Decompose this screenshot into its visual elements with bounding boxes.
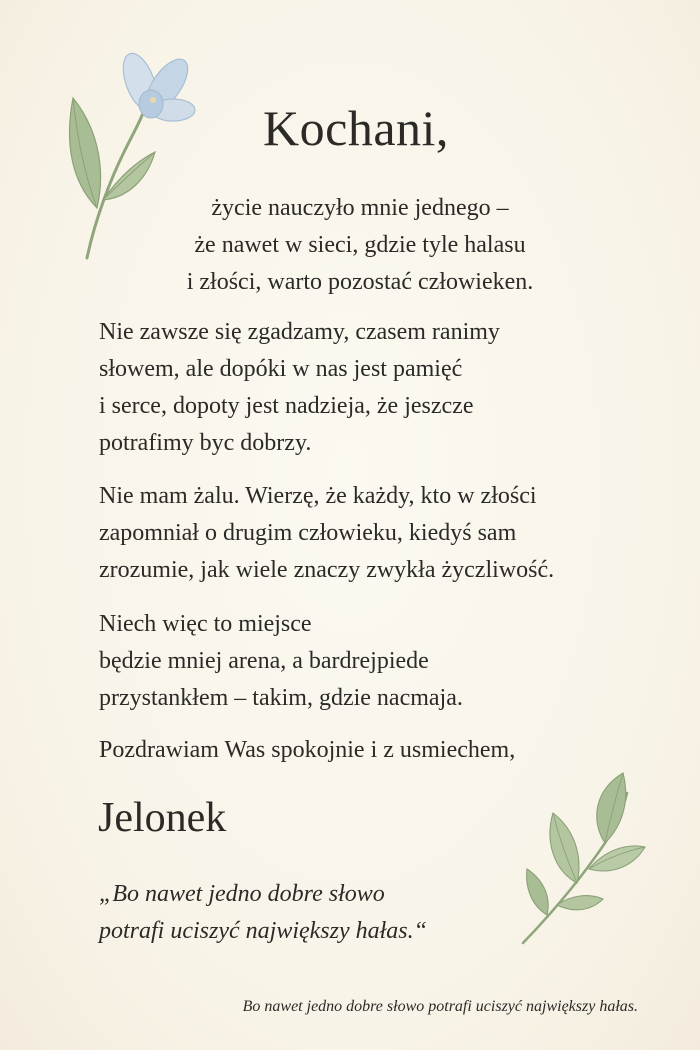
paragraph-line: potrafimy byc dobrzy. — [99, 430, 312, 456]
paragraph-2 — [99, 478, 659, 589]
paragraph-line: Niech więc to miejsce — [99, 611, 312, 637]
signature: Jelonek — [98, 795, 227, 841]
paragraph-1 — [99, 314, 659, 462]
intro-paragraph — [100, 190, 620, 301]
paragraph-line: Nie mam żalu. Wierzę, że każdy, kto w złości — [99, 483, 537, 509]
intro-line: życie nauczyło mnie jednego – — [211, 195, 509, 221]
intro-line: że nawet w sieci, gdzie tyle halasu — [194, 232, 526, 258]
quote — [99, 876, 427, 950]
paragraph-line: zrozumie, jak wiele znaczy zwykła życzliwość. — [99, 557, 555, 583]
paragraph-line: słowem, ale dopóki w nas jest pamięć — [99, 356, 463, 382]
quote-line: „Bo nawet jedno dobre słowo — [99, 881, 385, 907]
page-title: Kochani, — [263, 100, 449, 156]
greeting — [99, 732, 659, 769]
paragraph-line: będzie mniej arena, a bardrejpiede — [99, 648, 429, 674]
paragraph-line: Nie zawsze się zgadzamy, czasem ranimy — [99, 319, 500, 345]
caption: Bo nawet jedno dobre słowo potrafi uciszyć największy hałas. — [242, 998, 638, 1015]
greeting-text: Pozdrawiam Was spokojnie i z usmiechem, — [99, 737, 516, 763]
paragraph-line: zapomniał o drugim człowieku, kiedyś sam — [99, 520, 517, 546]
paragraph-line: i serce, dopoty jest nadzieja, że jeszcze — [99, 393, 474, 419]
paragraph-line: przystankłem – takim, gdzie nacmaja. — [99, 685, 463, 711]
paragraph-3 — [99, 606, 659, 717]
quote-line: potrafi uciszyć największy hałas.“ — [99, 918, 427, 944]
intro-line: i złości, warto pozostać człowieken. — [186, 269, 534, 295]
leaf-branch-icon — [505, 765, 655, 950]
